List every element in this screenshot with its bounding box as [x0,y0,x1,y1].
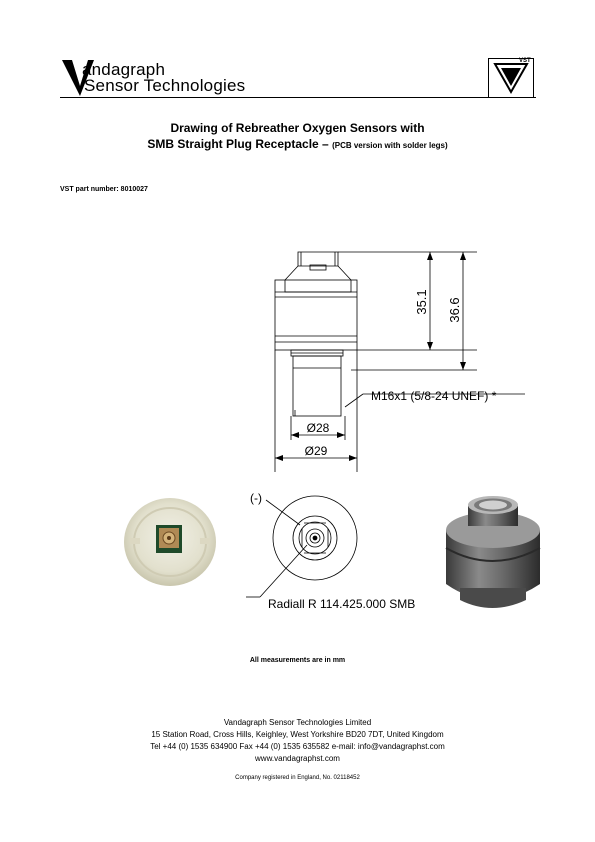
footer-contact: Tel +44 (0) 1535 634900 Fax +44 (0) 1535 635582 e-mail: info@vandagraphst.com [150,742,445,751]
sensor-3d-render [438,488,548,613]
title-line2 [0,137,595,151]
footer-website: www.vandagraphst.com [255,754,340,763]
measurement-note: All measurements are in mm [249,657,346,664]
footer-registration: Company registered in England, No. 02118452 [235,775,360,781]
logo-line1: andagraph [82,60,166,79]
end-view-drawing [240,485,460,615]
dia-29: Ø29 [304,444,328,458]
title-line2-note: (PCB version with solder legs) [332,141,448,150]
title-line1: Drawing of Rebreather Oxygen Sensors with [170,121,425,135]
footer-address: 15 Station Road, Cross Hills, Keighley, West Yorkshire BD20 7DT, United Kingdom [151,730,444,739]
header-rule [60,97,536,98]
sensor-bottom-photo [120,493,220,589]
vst-badge-text: VST [519,58,531,64]
logo-line2: Sensor Technologies [84,76,246,95]
side-view-drawing [255,240,555,475]
vst-badge-icon [489,59,533,97]
footer-company: Vandagraph Sensor Technologies Limited [223,718,372,727]
dia-28: Ø28 [306,421,330,435]
part-number: VST part number: 8010027 [60,186,148,193]
vst-badge [488,58,534,98]
polarity-label: (-) [250,491,262,505]
company-logo [60,58,280,98]
dim-35-1: 35.1 [414,289,429,315]
thread-label: M16x1 (5/8-24 UNEF) * [371,389,497,403]
connector-label: Radiall R 114.425.000 SMB [268,597,416,611]
dim-36-6: 36.6 [447,297,462,323]
title-line2-main: SMB Straight Plug Receptacle – [147,137,333,151]
